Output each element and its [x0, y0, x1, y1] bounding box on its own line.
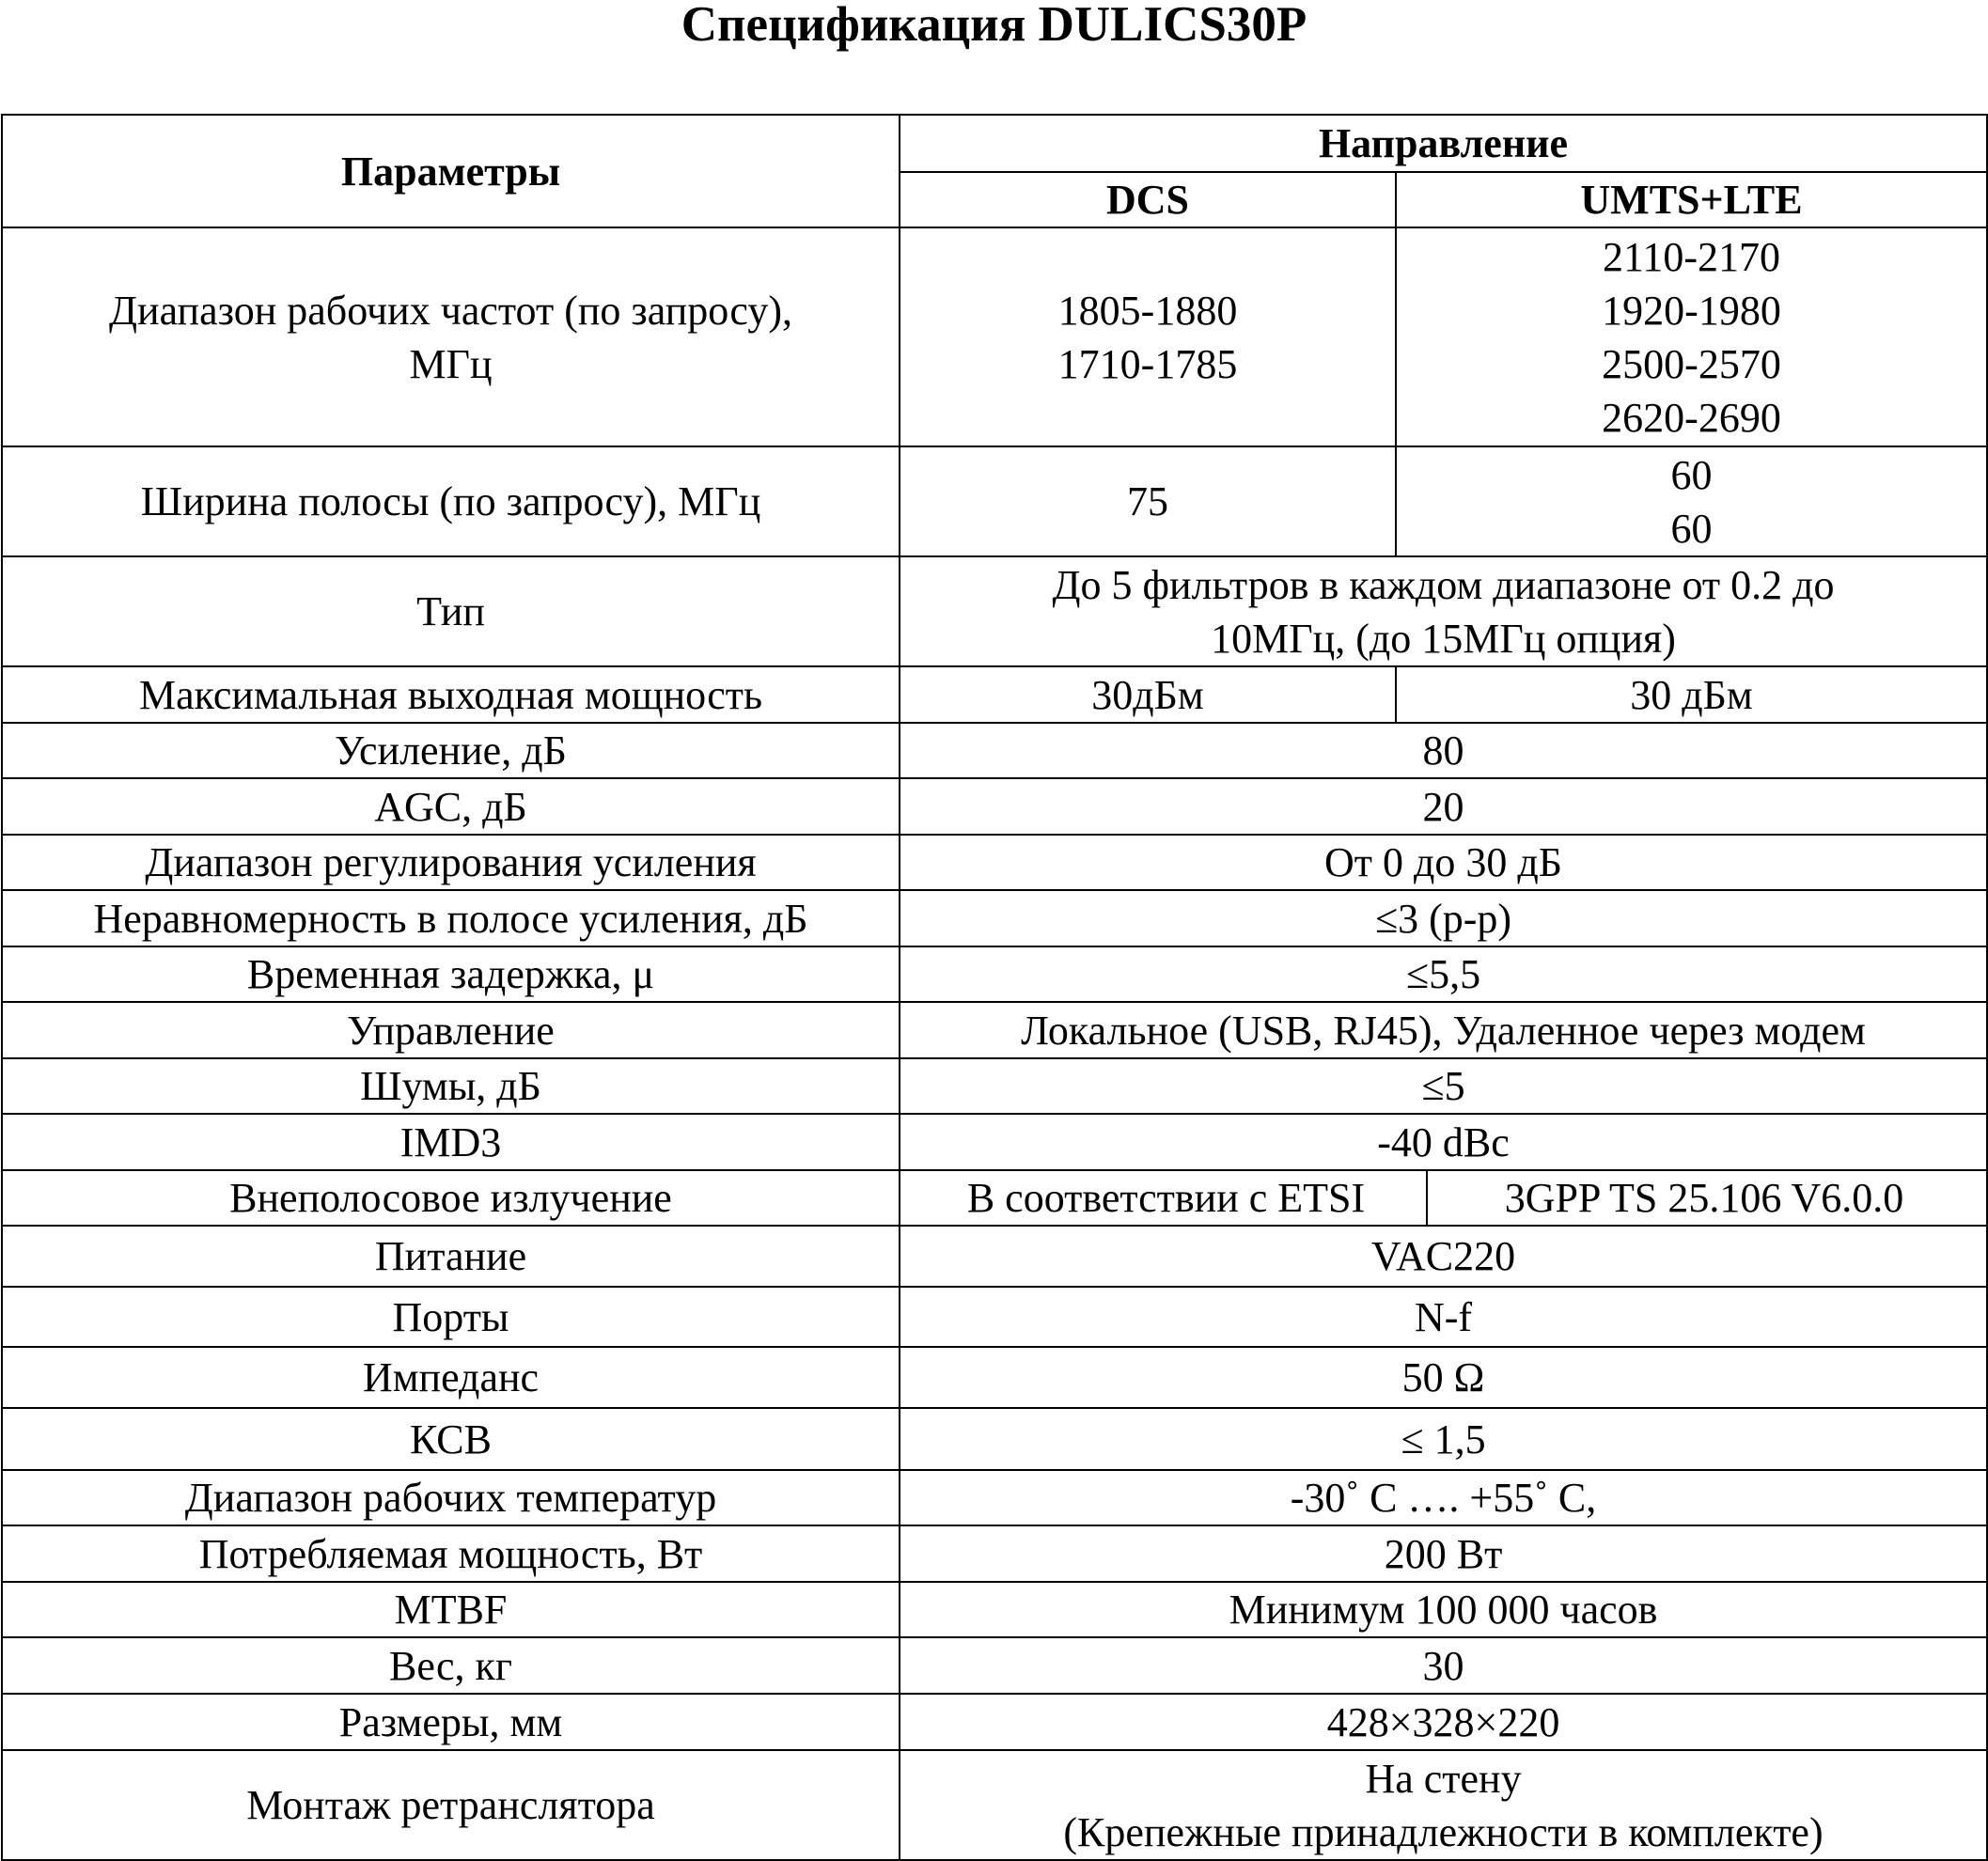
table-row-agc — [2, 778, 1987, 835]
table-row-weight — [2, 1637, 1987, 1694]
cell-dcs: 30дБм — [900, 666, 1396, 723]
table-row-vswr — [2, 1408, 1987, 1470]
cell-value: -40 dBc — [900, 1114, 1987, 1170]
split-cell — [906, 1171, 1980, 1225]
table-row-gain-range — [2, 835, 1987, 890]
value-line: 2500-2570 — [1602, 340, 1781, 387]
value-line: 60 — [1670, 505, 1713, 552]
table-row-control — [2, 1002, 1987, 1058]
table-row-mtbf — [2, 1582, 1987, 1637]
row-label: Диапазон регулирования усиления — [2, 835, 900, 890]
value-line: 2620-2690 — [1602, 394, 1781, 441]
row-label: Управление — [2, 1002, 900, 1058]
row-label — [2, 227, 900, 446]
cell-value: От 0 до 30 дБ — [900, 835, 1987, 890]
value-line: 2110-2170 — [1602, 233, 1781, 280]
value-line: (Крепежные принадлежности в комплекте) — [1063, 1808, 1824, 1855]
row-label: Порты — [2, 1287, 900, 1347]
table-row-ports — [2, 1287, 1987, 1347]
header-params: Параметры — [2, 115, 900, 227]
row-label: Питание — [2, 1226, 900, 1287]
cell-value: VAC220 — [900, 1226, 1987, 1287]
table-row-bandwidth — [2, 446, 1987, 556]
cell-umts — [1396, 446, 1987, 556]
table-row-impedance — [2, 1347, 1987, 1408]
table-row-imd3 — [2, 1114, 1987, 1170]
cell-value: Локальное (USB, RJ45), Удаленное через модем — [900, 1002, 1987, 1058]
value-line: 60 — [1670, 451, 1713, 498]
row-label: Монтаж ретранслятора — [2, 1750, 900, 1860]
table-row-temperature — [2, 1470, 1987, 1525]
value-line: 1920-1980 — [1602, 287, 1781, 334]
table-row-size — [2, 1694, 1987, 1750]
value-left: В соответствии с ETSI — [906, 1171, 1428, 1225]
row-label: Внеполосовое излучение — [2, 1170, 900, 1226]
cell-value — [900, 1750, 1987, 1860]
row-label: MTBF — [2, 1582, 900, 1637]
cell-value: Минимум 100 000 часов — [900, 1582, 1987, 1637]
cell-value: 20 — [900, 778, 1987, 835]
value-line: На стену — [1365, 1755, 1522, 1802]
row-label: Неравномерность в полосе усиления, дБ — [2, 890, 900, 946]
cell-umts — [1396, 227, 1987, 446]
table-row-spurious — [2, 1170, 1987, 1226]
cell-value — [900, 556, 1987, 666]
cell-value: ≤5,5 — [900, 946, 1987, 1002]
row-label: Шумы, дБ — [2, 1058, 900, 1114]
value-line: 1805-1880 — [1057, 287, 1238, 334]
document-title: Спецификация DULICS30P — [681, 0, 1307, 52]
row-label: Диапазон рабочих температур — [2, 1470, 900, 1525]
cell-value: -30˚ C …. +55˚ C, — [900, 1470, 1987, 1525]
cell-value: 428×328×220 — [900, 1694, 1987, 1750]
row-label: Ширина полосы (по запросу), МГц — [2, 446, 900, 556]
cell-value: 30 — [900, 1637, 1987, 1694]
spec-table — [1, 114, 1988, 1861]
row-label: КСВ — [2, 1408, 900, 1470]
cell-dcs: 75 — [900, 446, 1396, 556]
row-label: Вес, кг — [2, 1637, 900, 1694]
table-row-ripple — [2, 890, 1987, 946]
value-line: 10МГц, (до 15МГц опция) — [1211, 615, 1676, 662]
table-row-noise — [2, 1058, 1987, 1114]
table-row-power-supply — [2, 1226, 1987, 1287]
cell-value: N-f — [900, 1287, 1987, 1347]
table-row-type — [2, 556, 1987, 666]
header-dcs: DCS — [900, 172, 1396, 227]
row-label: Временная задержка, μ — [2, 946, 900, 1002]
cell-value: ≤3 (p-p) — [900, 890, 1987, 946]
row-label: Максимальная выходная мощность — [2, 666, 900, 723]
value-line: 1710-1785 — [1057, 340, 1238, 387]
value-line: До 5 фильтров в каждом диапазоне от 0.2 до — [1052, 561, 1835, 608]
cell-value: ≤5 — [900, 1058, 1987, 1114]
table-row-frequency — [2, 227, 1987, 446]
table-row-delay — [2, 946, 1987, 1002]
row-label: Усиление, дБ — [2, 723, 900, 778]
header-umts-lte: UMTS+LTE — [1396, 172, 1987, 227]
table-row-gain — [2, 723, 1987, 778]
label-line: Диапазон рабочих частот (по запросу), — [109, 287, 792, 334]
row-label: IMD3 — [2, 1114, 900, 1170]
cell-value: ≤ 1,5 — [900, 1408, 1987, 1470]
cell-value — [900, 1170, 1987, 1226]
cell-value: 200 Вт — [900, 1525, 1987, 1582]
row-label: Размеры, мм — [2, 1694, 900, 1750]
cell-value: 50 Ω — [900, 1347, 1987, 1408]
cell-umts: 30 дБм — [1396, 666, 1987, 723]
table-row-consumption — [2, 1525, 1987, 1582]
table-row-max-power — [2, 666, 1987, 723]
header-row-1 — [2, 115, 1987, 172]
cell-value: 80 — [900, 723, 1987, 778]
label-line: МГц — [409, 340, 493, 387]
row-label: Импеданс — [2, 1347, 900, 1408]
header-direction: Направление — [900, 115, 1987, 172]
row-label: Потребляемая мощность, Вт — [2, 1525, 900, 1582]
table-row-mount — [2, 1750, 1987, 1860]
row-label: Тип — [2, 556, 900, 666]
row-label: AGC, дБ — [2, 778, 900, 835]
value-right: 3GPP TS 25.106 V6.0.0 — [1504, 1175, 1904, 1221]
cell-dcs — [900, 227, 1396, 446]
